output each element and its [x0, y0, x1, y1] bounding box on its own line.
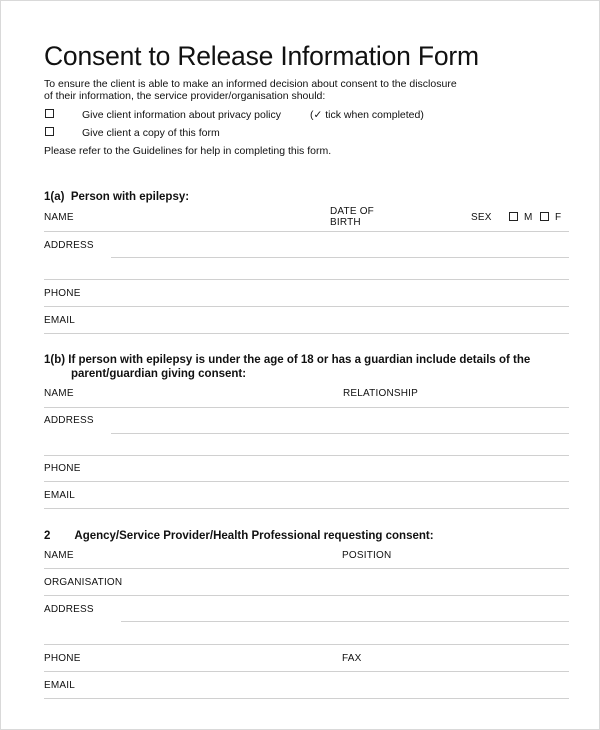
- s2-name-label: NAME: [44, 550, 74, 561]
- s2-name-line: [44, 568, 569, 569]
- s2-address-line-2: [44, 644, 569, 645]
- s2-phone-line: [44, 671, 569, 672]
- s2-email-line: [44, 698, 569, 699]
- s1b-email-line: [44, 508, 569, 509]
- section-1b-title-line-1: If person with epilepsy is under the age of 18 or has a guardian include details of the: [68, 354, 531, 366]
- s1a-dob-label-2: BIRTH: [330, 217, 361, 228]
- s2-address-label: ADDRESS: [44, 604, 94, 615]
- s1b-email-label: EMAIL: [44, 490, 76, 501]
- tick-note-text: tick when completed: [325, 109, 421, 121]
- s2-phone-label: PHONE: [44, 653, 81, 664]
- copy-of-form-label: Give client a copy of this form: [82, 127, 220, 139]
- s1a-dob-label-1: DATE OF: [330, 206, 374, 217]
- s2-position-label: POSITION: [342, 550, 392, 561]
- section-1b-heading: [44, 354, 530, 366]
- privacy-policy-label: Give client information about privacy policy: [82, 109, 282, 121]
- s1a-address-line-1: [111, 257, 569, 258]
- s2-fax-label: FAX: [342, 653, 362, 664]
- s1a-email-label: EMAIL: [44, 315, 76, 326]
- s1b-phone-label: PHONE: [44, 463, 81, 474]
- guidelines-note: Please refer to the Guidelines for help in completing this form.: [44, 145, 332, 157]
- s1b-name-label: NAME: [44, 388, 74, 399]
- intro-line-1: To ensure the client is able to make an informed decision about consent to the disclosure: [44, 78, 457, 90]
- s1b-address-label: ADDRESS: [44, 415, 94, 426]
- tick-close: ): [420, 109, 424, 121]
- section-1a-title: Person with epilepsy:: [70, 191, 190, 203]
- s1a-email-line: [44, 333, 569, 334]
- tick-note: [310, 109, 424, 121]
- s2-email-label: EMAIL: [44, 680, 76, 691]
- s2-organisation-label: ORGANISATION: [44, 577, 123, 588]
- sex-female-checkbox[interactable]: [540, 212, 549, 221]
- s1b-address-line-2: [44, 455, 569, 456]
- tick-open: (: [310, 109, 314, 121]
- section-2-number: 2: [44, 530, 51, 542]
- section-1b-number: 1(b): [44, 354, 66, 366]
- section-1b-title-line-2: parent/guardian giving consent:: [71, 368, 247, 380]
- s1b-phone-line: [44, 481, 569, 482]
- s1b-address-line-1: [111, 433, 569, 434]
- sex-female-label: F: [555, 212, 562, 223]
- section-2-heading: [44, 530, 434, 542]
- s2-address-line-1: [121, 621, 569, 622]
- s1a-phone-line: [44, 306, 569, 307]
- privacy-policy-checkbox[interactable]: [45, 109, 54, 118]
- s1a-name-row-line: [44, 231, 569, 232]
- sex-male-label: M: [524, 212, 533, 223]
- s1b-relationship-label: RELATIONSHIP: [343, 388, 419, 399]
- section-1a-number: 1(a): [44, 191, 65, 203]
- sex-male-checkbox[interactable]: [509, 212, 518, 221]
- s1b-name-line: [44, 407, 569, 408]
- section-1a-heading: [44, 191, 189, 203]
- copy-of-form-checkbox[interactable]: [45, 127, 54, 136]
- form-title: Consent to Release Information Form: [44, 41, 479, 71]
- s1a-phone-label: PHONE: [44, 288, 81, 299]
- check-icon: ✓: [313, 109, 323, 121]
- s1a-sex-label: SEX: [471, 212, 492, 223]
- s1a-name-label: NAME: [44, 212, 74, 223]
- s1a-address-label: ADDRESS: [44, 240, 94, 251]
- section-2-title: Agency/Service Provider/Health Professional requesting consent:: [74, 530, 434, 542]
- intro-line-2: of their information, the service provider/organisation should:: [44, 90, 326, 102]
- s2-organisation-line: [44, 595, 569, 596]
- s1a-address-line-2: [44, 279, 569, 280]
